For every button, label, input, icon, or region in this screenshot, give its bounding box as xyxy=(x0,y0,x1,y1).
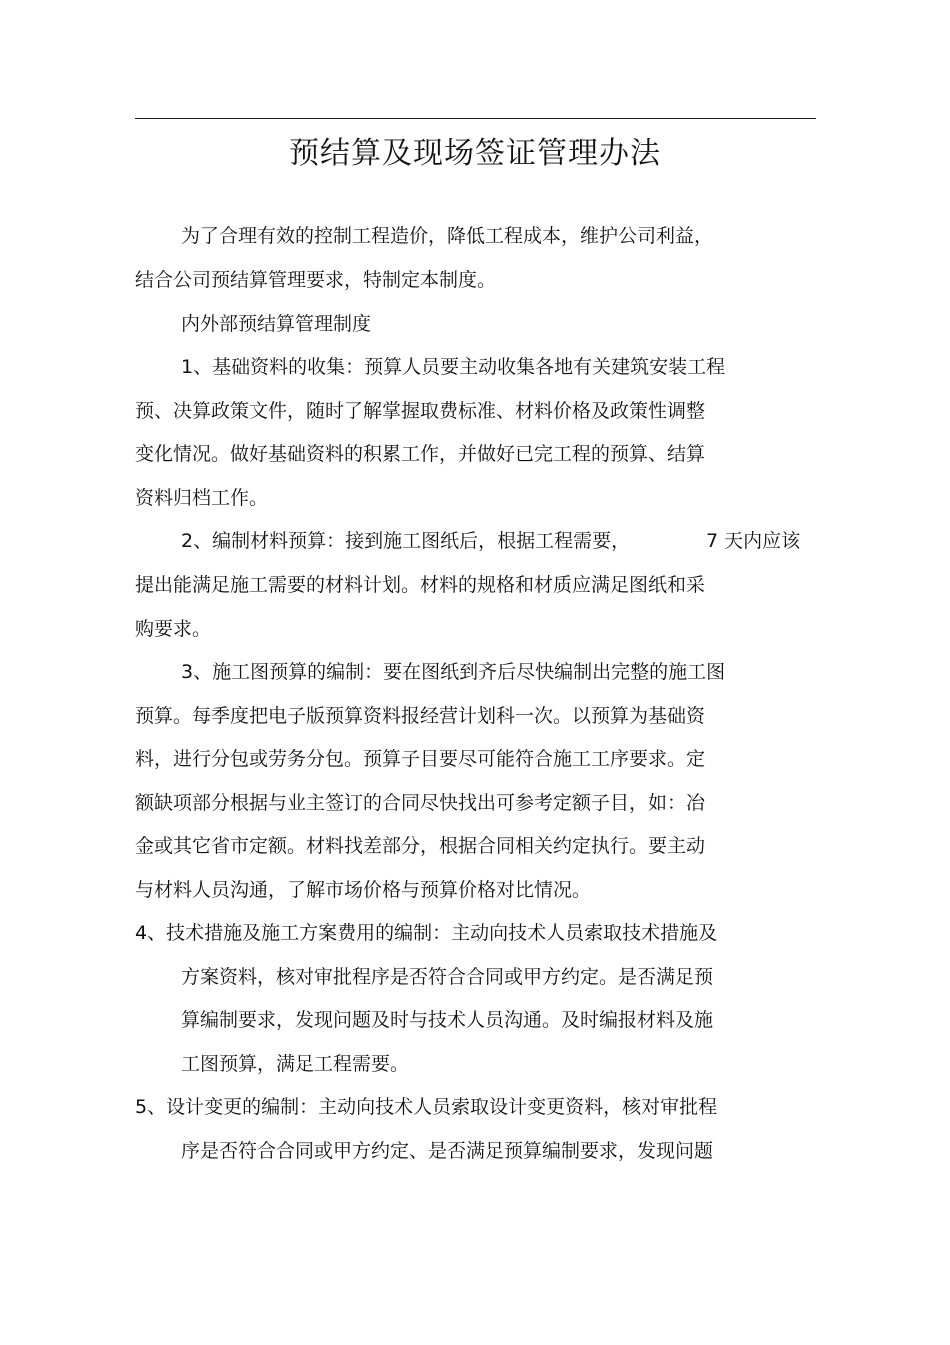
text-line: 7 天内应该 xyxy=(706,530,801,552)
text-line: 变化情况。做好基础资料的积累工作，并做好已完工程的预算、结算 xyxy=(135,443,706,465)
text-line: 预算。每季度把电子版预算资料报经营计划科一次。以预算为基础资 xyxy=(135,705,706,727)
top-rule xyxy=(135,118,816,119)
text-line: 工图预算，满足工程需要。 xyxy=(181,1053,410,1075)
text-line: 4、技术措施及施工方案费用的编制：主动向技术人员索取技术措施及 xyxy=(135,922,718,944)
text-line: 3、施工图预算的编制：要在图纸到齐后尽快编制出完整的施工图 xyxy=(181,661,726,683)
text-line: 金或其它省市定额。材料找差部分，根据合同相关约定执行。要主动 xyxy=(135,835,706,857)
text-line: 方案资料，核对审批程序是否符合合同或甲方约定。是否满足预 xyxy=(181,966,714,988)
text-line: 内外部预结算管理制度 xyxy=(181,313,372,335)
text-line: 料，进行分包或劳务分包。预算子目要尽可能符合施工工序要求。定 xyxy=(135,748,706,770)
text-line: 序是否符合合同或甲方约定、是否满足预算编制要求，发现问题 xyxy=(181,1140,714,1162)
text-line: 为了合理有效的控制工程造价，降低工程成本，维护公司利益， xyxy=(181,225,714,247)
text-line: 额缺项部分根据与业主签订的合同尽快找出可参考定额子目，如：冶 xyxy=(135,792,706,814)
text-line: 预、决算政策文件，随时了解掌握取费标准、材料价格及政策性调整 xyxy=(135,400,706,422)
text-line: 提出能满足施工需要的材料计划。材料的规格和材质应满足图纸和采 xyxy=(135,574,706,596)
text-line: 与材料人员沟通，了解市场价格与预算价格对比情况。 xyxy=(135,879,592,901)
text-line: 资料归档工作。 xyxy=(135,487,269,509)
text-line: 算编制要求，发现问题及时与技术人员沟通。及时编报材料及施 xyxy=(181,1009,714,1031)
text-line: 购要求。 xyxy=(135,618,212,640)
text-line: 1、基础资料的收集：预算人员要主动收集各地有关建筑安装工程 xyxy=(181,356,726,378)
text-line: 5、设计变更的编制：主动向技术人员索取设计变更资料，核对审批程 xyxy=(135,1096,718,1118)
document-title: 预结算及现场签证管理办法 xyxy=(289,136,661,171)
text-line: 2、编制材料预算：接到施工图纸后，根据工程需要， xyxy=(181,530,631,552)
text-line: 结合公司预结算管理要求，特制定本制度。 xyxy=(135,269,497,291)
